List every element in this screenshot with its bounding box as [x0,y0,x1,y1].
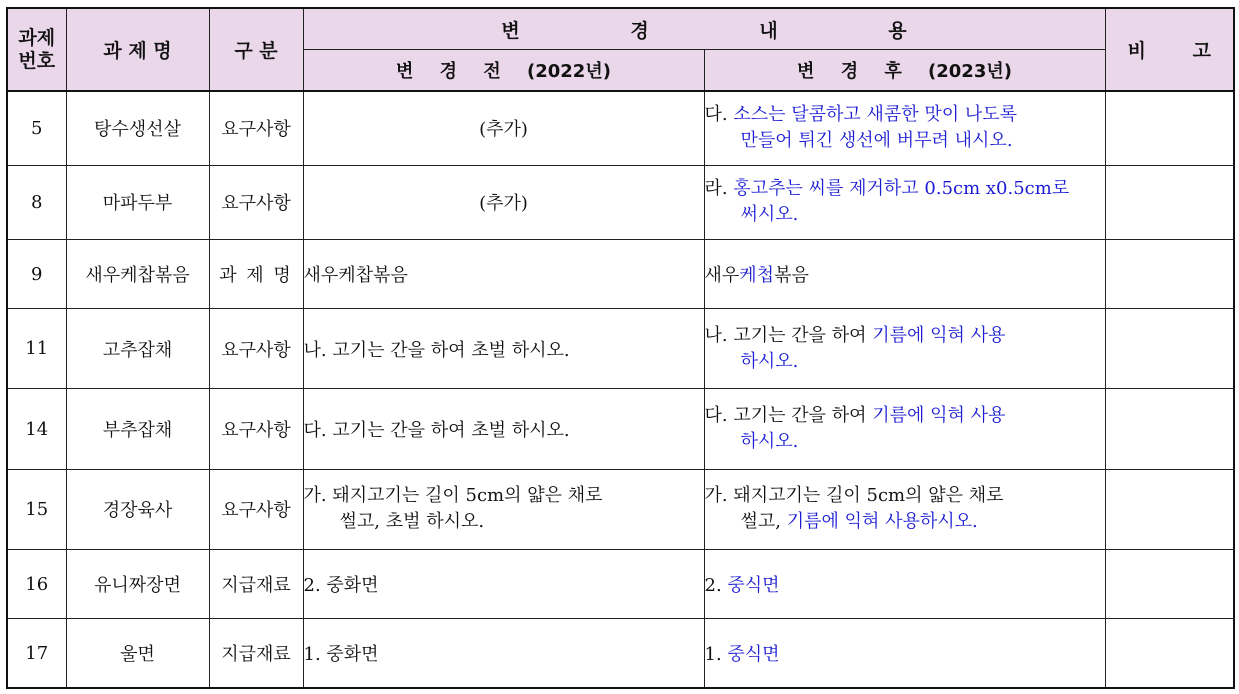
header-before-label: 변 경 전 [396,61,527,82]
remarks-cell [1105,239,1234,308]
after-text: 2. [704,575,728,597]
task-number: 8 [7,165,66,239]
header-task-number [7,8,66,91]
after-line-1 [705,176,1105,202]
item-label: 라. [704,178,728,200]
remarks-cell [1105,165,1234,239]
after-line-2 [705,509,1105,535]
after-text-suffix: 볶음 [774,265,809,287]
after-line-1 [705,403,1105,429]
item-label: 나. [704,324,728,346]
table-row [7,309,1234,389]
before-cell: (추가) [303,165,704,239]
after-text: 1. [704,644,728,666]
header-after-year: (2023년) [928,61,1012,82]
task-number: 16 [7,550,66,619]
category: 요구사항 [209,91,303,165]
remarks-cell [1105,550,1234,619]
task-number: 14 [7,389,66,469]
after-text: 고기는 간을 하여 [733,324,873,346]
category: 요구사항 [209,165,303,239]
header-task-name: 과 제 명 [66,8,209,91]
task-number: 15 [7,469,66,549]
after-text: 돼지고기는 길이 5cm의 얇은 채로 [733,485,1004,507]
task-number: 11 [7,309,66,389]
task-name: 탕수생선살 [66,91,209,165]
category: 요구사항 [209,309,303,389]
header-before [303,50,704,92]
after-cell [704,165,1105,239]
header-after [704,50,1105,92]
header-category: 구 분 [209,8,303,91]
change-table [6,7,1235,689]
item-label: 다. [704,104,728,126]
changed-text: 홍고추는 씨를 제거하고 0.5cm x0.5cm로 [733,178,1070,200]
header-task-number-line1: 과제 [18,26,56,49]
task-number: 17 [7,619,66,688]
before-cell: 새우케찹볶음 [303,239,704,308]
table-header [7,8,1234,91]
table-row [7,550,1234,619]
item-label: 가. [704,485,728,507]
after-line-2: 하시오. [740,350,799,372]
header-remarks: 비 고 [1105,8,1234,91]
after-cell [704,550,1105,619]
header-task-number-line2: 번호 [18,49,56,72]
remarks-cell [1105,619,1234,688]
changed-text: 기름에 익혀 사용하시오. [786,511,978,533]
item-label: 다. [704,405,728,427]
after-cell [704,619,1105,688]
after-line-1 [705,483,1105,509]
table-row [7,239,1234,308]
task-number: 5 [7,91,66,165]
changed-text: 기름에 익혀 사용 [872,324,1006,346]
table-row [7,165,1234,239]
changed-text: 케첩 [739,265,775,287]
after-cell [704,469,1105,549]
table-row [7,619,1234,688]
after-line-1 [705,102,1105,128]
before-cell: 1. 중화면 [303,619,704,688]
changed-text: 소스는 달콤하고 새콤한 맛이 나도록 [733,104,1018,126]
after-text: 썰고, [740,511,787,533]
after-cell [704,309,1105,389]
task-name: 고추잡채 [66,309,209,389]
after-line-1 [705,323,1105,349]
remarks-cell [1105,389,1234,469]
before-line-2: 썰고, 초벌 하시오. [339,511,485,533]
category: 요구사항 [209,469,303,549]
task-name: 부추잡채 [66,389,209,469]
changed-text: 중식면 [727,644,780,666]
after-line-2: 하시오. [740,431,799,453]
after-cell [704,389,1105,469]
after-cell [704,91,1105,165]
category: 요구사항 [209,389,303,469]
before-cell: 2. 중화면 [303,550,704,619]
task-name: 마파두부 [66,165,209,239]
after-line-2: 써시오. [740,204,799,226]
table-row [7,469,1234,549]
item-label: 가. [303,485,327,507]
table-row [7,91,1234,165]
before-text: 돼지고기는 길이 5cm의 얇은 채로 [332,485,603,507]
remarks-cell [1105,309,1234,389]
after-cell [704,239,1105,308]
before-cell [303,469,704,549]
task-number: 9 [7,239,66,308]
table-row [7,389,1234,469]
changed-text: 기름에 익혀 사용 [872,405,1006,427]
before-cell: (추가) [303,91,704,165]
after-text: 새우 [704,265,740,287]
remarks-cell [1105,91,1234,165]
remarks-cell [1105,469,1234,549]
task-name: 경장육사 [66,469,209,549]
changed-text: 중식면 [727,575,780,597]
table-body [7,91,1234,688]
header-after-label: 변 경 후 [797,61,929,82]
category: 과 제 명 [209,239,303,308]
category: 지급재료 [209,550,303,619]
header-change-content: 변 경 내 용 [303,8,1105,50]
task-name: 유니짜장면 [66,550,209,619]
before-cell: 나. 고기는 간을 하여 초벌 하시오. [303,309,704,389]
category: 지급재료 [209,619,303,688]
after-line-2: 만들어 튀긴 생선에 버무려 내시오. [740,130,1013,152]
task-name: 새우케찹볶음 [66,239,209,308]
task-name: 울면 [66,619,209,688]
after-text: 고기는 간을 하여 [733,405,873,427]
header-before-year: (2022년) [527,61,611,82]
before-line-1 [304,483,704,509]
before-cell: 다. 고기는 간을 하여 초벌 하시오. [303,389,704,469]
